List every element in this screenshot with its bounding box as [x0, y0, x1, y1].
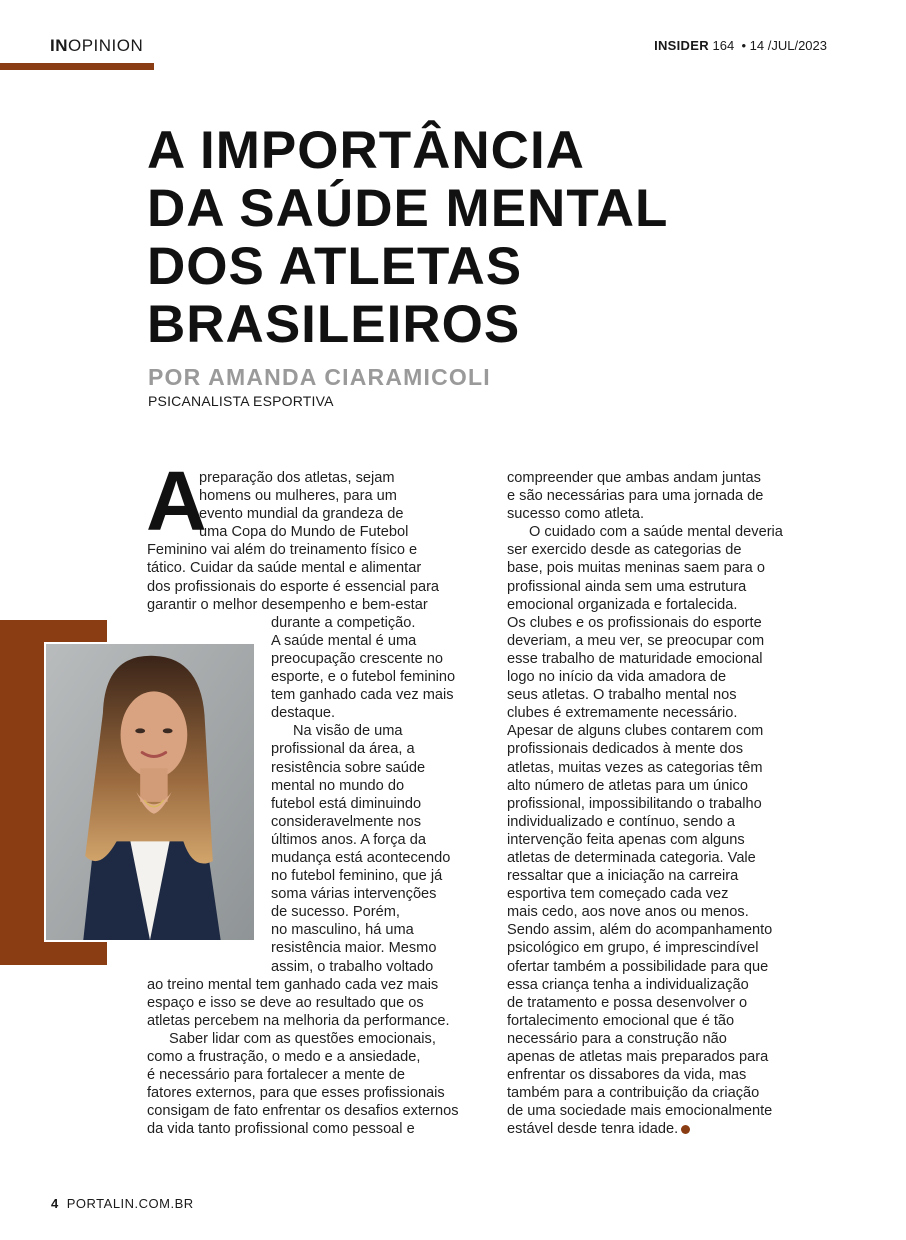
- article-line: consideravelmente nos: [271, 813, 422, 830]
- article-line: preocupação crescente no: [271, 650, 443, 667]
- article-line: Saber lidar com as questões emocionais,: [169, 1030, 436, 1047]
- page-number: 4: [51, 1196, 59, 1211]
- article-line: O cuidado com a saúde mental deveria: [529, 524, 783, 541]
- article-line: destaque.: [271, 705, 336, 722]
- article-line: atletas de determinada categoria. Vale: [507, 849, 756, 866]
- article-line: últimos anos. A força da: [271, 831, 426, 848]
- page-footer: [51, 1196, 194, 1211]
- article-line: atletas percebem na melhoria da performance.: [147, 1012, 450, 1029]
- article-line: fatores externos, para que esses profissionais: [147, 1085, 445, 1102]
- narrow-text-block: [271, 614, 472, 976]
- article-line: Sendo assim, além do acompanhamento: [507, 922, 773, 939]
- article-line: ofertar também a possibilidade para que: [507, 958, 769, 975]
- article-line: preparação dos atletas, sejam: [199, 470, 395, 486]
- article-line: uma Copa do Mundo de Futebol: [199, 524, 409, 541]
- article-line: de uma sociedade mais emocionalmente: [507, 1103, 773, 1120]
- article-line: apenas de atletas mais preparados para: [507, 1049, 769, 1065]
- article-line: tem ganhado cada vez mais: [271, 687, 454, 704]
- article-line: A saúde mental é uma: [271, 632, 417, 649]
- article-line: logo no início da vida amadora de: [507, 669, 727, 686]
- article-line: necessário para a construção não: [507, 1030, 727, 1047]
- article-column-1: [146, 454, 472, 1138]
- article-line: ser exercido desde as categorias de: [507, 542, 742, 559]
- article-line: profissional ainda sem uma estrutura: [507, 578, 747, 595]
- article-line: Os clubes e os profissionais do esporte: [507, 614, 762, 631]
- footer-site: PORTALIN.COM.BR: [66, 1196, 194, 1211]
- issue-date: 14 /JUL/2023: [749, 38, 827, 53]
- section-label-bold: IN: [50, 36, 68, 55]
- article-line: Na visão de uma: [293, 723, 403, 740]
- article-line: evento mundial da grandeza de: [199, 506, 404, 523]
- article-headline: [147, 122, 787, 354]
- header-accent-rule: [0, 63, 154, 70]
- section-label: [50, 36, 143, 56]
- article-line: da vida tanto profissional como pessoal e: [147, 1121, 415, 1138]
- article-line: no masculino, há uma: [271, 922, 414, 939]
- article-line: essa criança tenha a individualização: [507, 976, 749, 993]
- article-line: deveriam, a meu ver, se preocupar com: [507, 632, 765, 649]
- article-line: compreender que ambas andam juntas: [507, 470, 761, 486]
- article-line: esse trabalho de maturidade emocional: [507, 650, 763, 667]
- article-line: resistência sobre saúde: [271, 759, 426, 776]
- article-line: resistência maior. Mesmo: [271, 940, 437, 957]
- article-line: é necessário para fortalecer a mente de: [147, 1067, 405, 1084]
- dropcap-paragraph: [146, 454, 472, 548]
- article-line: atletas, muitas vezes as categorias têm: [507, 759, 763, 776]
- headline-line: BRASILEIROS: [147, 295, 521, 354]
- section-label-rest: OPINION: [68, 36, 144, 55]
- dropcap-letter: A: [146, 454, 207, 548]
- article-line: psicológico em grupo, é imprescindível: [507, 940, 759, 957]
- article-line: durante a competição.: [271, 614, 416, 631]
- article-line: base, pois muitas meninas saem para o: [507, 560, 765, 577]
- article-line: intervenção feita apenas com alguns: [507, 831, 745, 848]
- article-line: esporte, e o futebol feminino: [271, 669, 456, 686]
- article-line: garantir o melhor desempenho e bem-estar: [147, 596, 428, 613]
- magazine-name: INSIDER: [654, 38, 709, 53]
- article-line: emocional organizada e fortalecida.: [507, 596, 738, 613]
- article-line: de sucesso. Porém,: [271, 904, 400, 921]
- article-line: ressaltar que a iniciação na carreira: [507, 868, 739, 885]
- byline-author: POR AMANDA CIARAMICOLI: [148, 364, 491, 390]
- article-last-line: [507, 1120, 812, 1138]
- article-line: soma várias intervenções: [271, 886, 437, 903]
- article-line: de tratamento e possa desenvolver o: [507, 994, 748, 1011]
- article-line: esportiva tem começado cada vez: [507, 886, 729, 903]
- article-line: assim, o trabalho voltado: [271, 958, 434, 975]
- article-line: Apesar de alguns clubes contarem com: [507, 723, 764, 740]
- article-line: sucesso como atleta.: [507, 506, 645, 523]
- headline-line: DA SAÚDE MENTAL: [147, 179, 669, 238]
- article-line: e são necessárias para uma jornada de: [507, 488, 764, 505]
- article-line: consigam de fato enfrentar os desafios externos: [147, 1103, 459, 1120]
- article-line: alto número de atletas para um único: [507, 777, 748, 794]
- article-line: enfrentar os dissabores da vida, mas: [507, 1067, 747, 1084]
- article-line: Feminino vai além do treinamento físico e: [147, 542, 418, 559]
- article-column-2: [507, 469, 812, 1138]
- article-line: dos profissionais do esporte é essencial para: [147, 578, 440, 595]
- article-line: profissionais dedicados à mente dos: [507, 741, 744, 758]
- article-line: profissional, impossibilitando o trabalho: [507, 795, 762, 812]
- end-mark-icon: [681, 1125, 690, 1134]
- article-line: estável desde tenra idade.: [507, 1121, 679, 1138]
- headline-line: A IMPORTÂNCIA: [147, 121, 585, 180]
- article-line: fortalecimento emocional que é tão: [507, 1012, 735, 1029]
- headline-line: DOS ATLETAS: [147, 237, 523, 296]
- article-line: seus atletas. O trabalho mental nos: [507, 687, 737, 704]
- article-line: profissional da área, a: [271, 741, 415, 758]
- article-line: mais cedo, aos nove anos ou menos.: [507, 904, 749, 921]
- article-line: no futebol feminino, que já: [271, 868, 443, 885]
- issue-number: 164: [712, 38, 735, 53]
- article-line: ao treino mental tem ganhado cada vez mais: [147, 976, 439, 993]
- byline-role: PSICANALISTA ESPORTIVA: [148, 393, 334, 409]
- article-line: também para a contribuição da criação: [507, 1085, 760, 1102]
- issue-separator: •: [741, 38, 747, 53]
- article-line: individualizado e contínuo, sendo a: [507, 813, 735, 830]
- article-line: espaço e isso se deve ao resultado que os: [147, 994, 424, 1011]
- article-line: mental no mundo do: [271, 777, 405, 794]
- article-line: tático. Cuidar da saúde mental e alimentar: [147, 560, 422, 577]
- article-line: homens ou mulheres, para um: [199, 488, 397, 505]
- article-line: futebol está diminuindo: [271, 795, 422, 812]
- issue-info: [654, 38, 827, 53]
- article-line: mudança está acontecendo: [271, 849, 451, 866]
- article-line: clubes é extremamente necessário.: [507, 705, 738, 722]
- article-line: como a frustração, o medo e a ansiedade,: [147, 1049, 421, 1065]
